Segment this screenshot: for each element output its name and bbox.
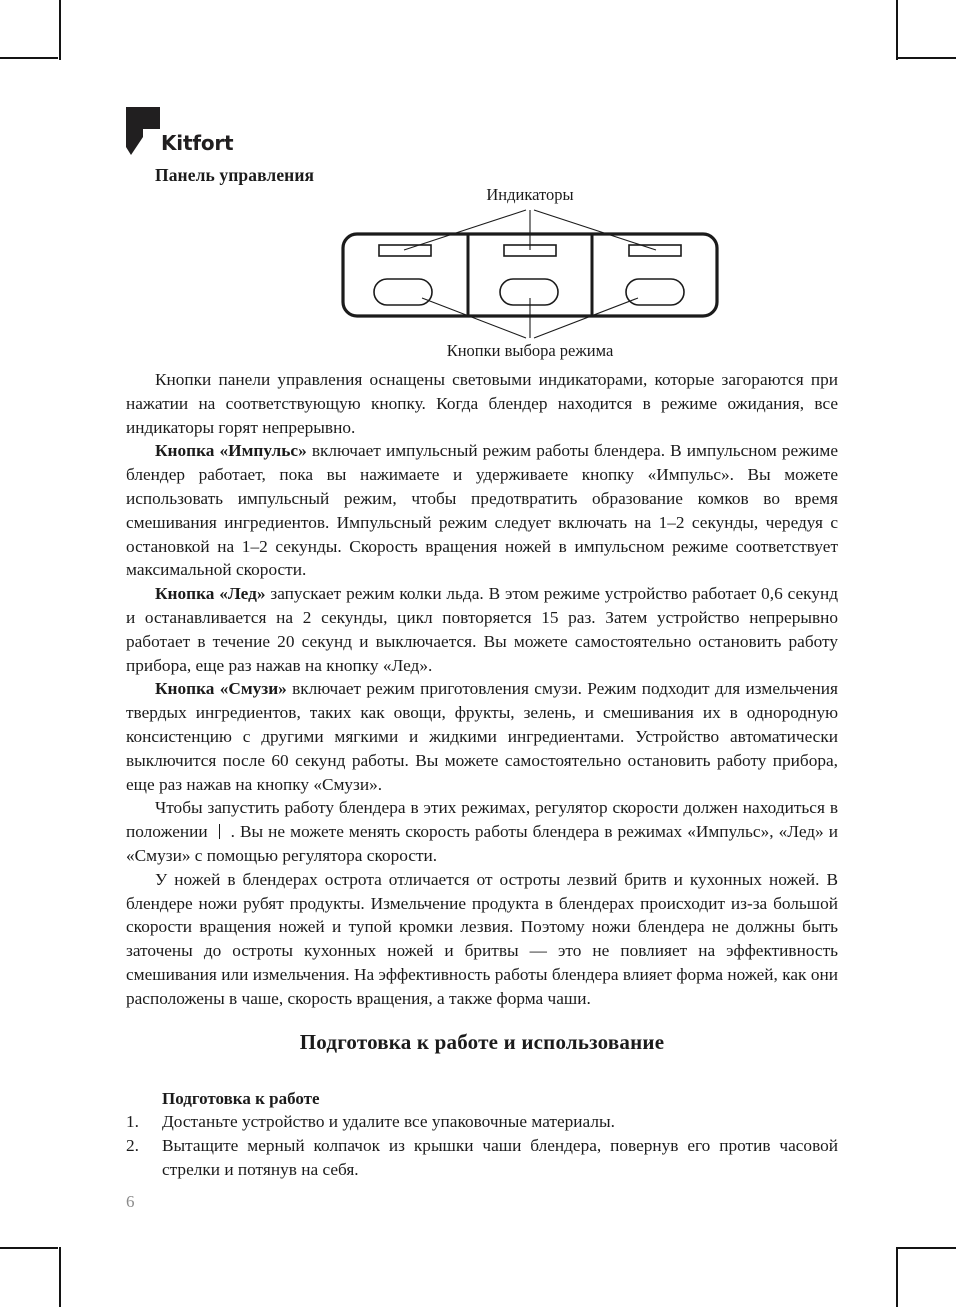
preparation-block — [126, 1089, 838, 1181]
paragraph-ice-text: запускает режим колки льда. В этом режиме устройство работает 0,6 секунд и останавливается на 2 секунды, цикл повторяется 15 раз. Затем устройство непрерывно работает в течение 20 секунд и выключается. Вы можете самостоятельно остановить работу прибора, еще раз нажав на кнопку «Лед». — [126, 584, 839, 675]
brand-name: Kitfort — [161, 131, 234, 155]
speed-regulator-text-b: . Вы не можете менять скорость работы блендера в режимах «Импульс», «Лед» и «Смузи» с помощью регулятора скорости. — [126, 822, 838, 865]
control-panel-heading: Панель управления — [155, 165, 315, 185]
list-item: Достаньте устройство и удалите все упаковочные материалы. — [162, 1112, 615, 1131]
paragraph-blades — [126, 868, 838, 1011]
kitfort-flag-icon — [126, 107, 160, 155]
preparation-subheading: Подготовка к работе — [162, 1089, 320, 1108]
indicator-right — [629, 245, 681, 256]
paragraph-pulse-text: включает импульсный режим работы блендера. В импульсном режиме блендер работает, пока вы нажимаете и удерживаете кнопку «Импульс». Вы можете использовать импульсный режим, чтобы предотвратить образование комков во время смешивания ингредиентов. Импульсный режим следует включать на 1–2 секунды, чередуя с остановкой на 1–2 секунды. Скорость вращения ножей в импульсном режиме соответствует максимальной скорости. — [126, 441, 838, 580]
control-panel-diagram-svg — [330, 182, 730, 362]
diagram-leader-lines-bottom — [422, 298, 638, 338]
panel-buttons — [374, 279, 684, 305]
mode-button-left[interactable] — [374, 279, 432, 305]
ice-button-term: Кнопка «Лед» — [155, 584, 266, 604]
paragraph-blades-text: У ножей в блендерах острота отличается от остроты лезвий бритв и кухонных ножей. В блендере ножи рубят продукты. Измельчение продукта в блендерах происходит из-за большой скорости вращения ножей и тупой кромки лезвия. Поэтому ножи блендера не должны быть заточены до остроты кухонных ножей и бритвы — это не повлияет на эффективность смешивания или измельчения. На эффективность работы блендера влияет форма ножей, как они расположены в чаше, скорость вращения, а также форма чаши. — [126, 869, 838, 1008]
mode-button-right[interactable] — [626, 279, 684, 305]
preparation-section — [126, 1030, 838, 1181]
diagram-leader-lines-top — [404, 210, 656, 250]
section-title: Подготовка к работе и использование — [299, 1030, 665, 1054]
paragraph-indicators-text: Кнопки панели управления оснащены световыми индикаторами, которые загораются при нажатии на соответствующую кнопку. Когда блендер находится в режиме ожидания, все индикаторы горят непрерывно. — [126, 370, 838, 437]
paragraph-speed-regulator — [126, 796, 838, 867]
indicator-left — [379, 245, 431, 256]
diagram-label-mode-buttons: Кнопки выбора режима — [446, 341, 614, 360]
mode-button-center[interactable] — [500, 279, 558, 305]
list-item: Вытащите мерный колпачок из крышки чаши блендера, повернув его против часовой стрелки и потянув на себя. — [162, 1135, 838, 1179]
speed-regulator-text-a: Чтобы запустить работу блендера в этих режимах, регулятор скорости должен находиться в положении — [126, 798, 838, 842]
vertical-bar-symbol-icon — [219, 824, 220, 839]
pulse-button-term: Кнопка «Импульс» — [155, 441, 307, 461]
control-panel-diagram — [330, 182, 730, 362]
brand-logo — [126, 107, 233, 155]
smoothie-button-term: Кнопка «Смузи» — [155, 679, 287, 699]
paragraph-pulse — [126, 439, 838, 582]
preparation-steps-list — [126, 1110, 838, 1181]
page-number: 6 — [126, 1192, 135, 1211]
paragraph-indicators — [126, 368, 838, 439]
body-copy — [126, 368, 838, 1011]
paragraph-smoothie-text: включает режим приготовления смузи. Режим подходит для измельчения твердых ингредиентов, таких как овощи, фрукты, зелень, и смешивания их в однородную консистенцию с другими мягкими и жидкими ингредиентами. Устройство автоматически выключится после 60 секунд работы. Вы можете самостоятельно остановить работу прибора, еще раз нажав на кнопку «Смузи». — [126, 679, 838, 794]
paragraph-smoothie — [126, 677, 838, 796]
paragraph-ice — [126, 582, 838, 677]
diagram-label-indicators: Индикаторы — [486, 185, 574, 204]
